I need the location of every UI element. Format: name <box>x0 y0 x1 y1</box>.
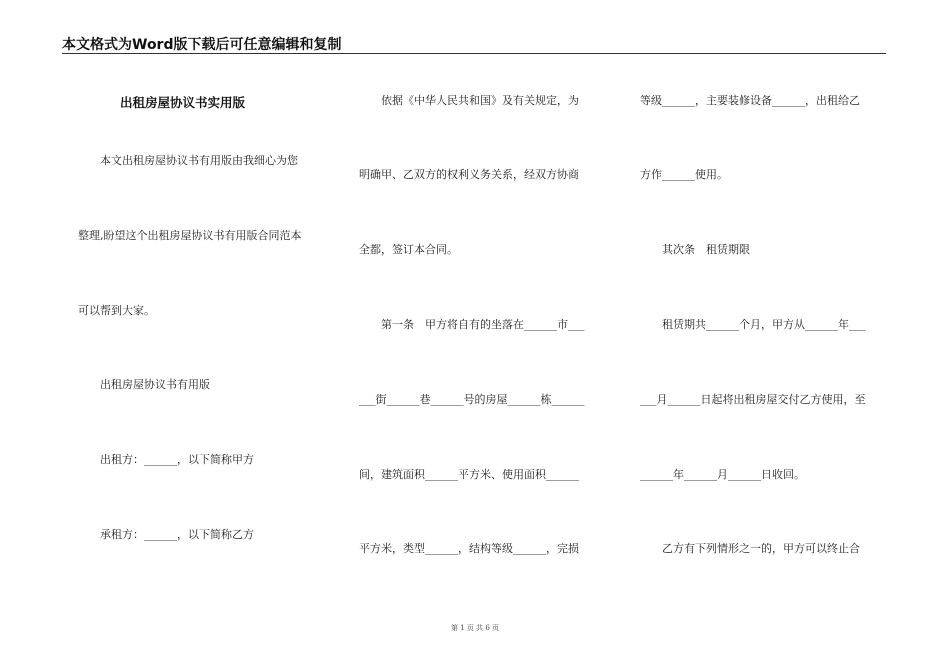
col3-line-7: 乙方有下列情形之一的，甲方可以终止合 <box>662 542 860 555</box>
col1-line-5: 出租方：______，以下简称甲方 <box>100 453 254 466</box>
col3-line-1: 等级______，主要装修设备______，出租给乙 <box>640 94 860 107</box>
col1-line-4: 出租房屋协议书有用版 <box>100 378 210 391</box>
document-title: 出租房屋协议书实用版 <box>120 95 246 110</box>
header-divider <box>62 53 886 54</box>
col3-line-6: ______年______月______日收回。 <box>640 468 805 481</box>
col1-line-6: 承租方：______，以下简称乙方 <box>100 528 254 541</box>
col2-line-1: 依据《中华人民共和国》及有关规定，为 <box>381 94 579 107</box>
col1-line-3: 可以帮到大家。 <box>78 304 155 317</box>
col3-line-5: ___月______日起将出租房屋交付乙方使用，至 <box>640 393 866 406</box>
col3-line-2: 方作______使用。 <box>640 168 728 181</box>
col2-line-7: 平方米，类型______，结构等级______，完损 <box>359 542 579 555</box>
col3-line-4: 租赁期共______个月，甲方从______年___ <box>662 318 866 331</box>
page-header-banner: 本文格式为Word版下载后可任意编辑和复制 <box>62 37 342 53</box>
col2-line-6: 间，建筑面积______平方米、使用面积______ <box>359 468 579 481</box>
page-number-footer: 第 1 页 共 6 页 <box>450 624 500 632</box>
col2-line-5: ___街______巷______号的房屋______栋______ <box>359 393 585 406</box>
col3-line-3: 其次条 租赁期限 <box>662 243 750 256</box>
col2-line-2: 明确甲、乙双方的权利义务关系，经双方协商 <box>359 168 579 181</box>
col2-line-4: 第一条 甲方将自有的坐落在______市___ <box>381 318 585 331</box>
col2-line-3: 全都，签订本合同。 <box>359 243 458 256</box>
col1-line-1: 本文出租房屋协议书有用版由我细心为您 <box>100 154 298 167</box>
col1-line-2: 整理,盼望这个出租房屋协议书有用版合同范本 <box>78 229 302 242</box>
